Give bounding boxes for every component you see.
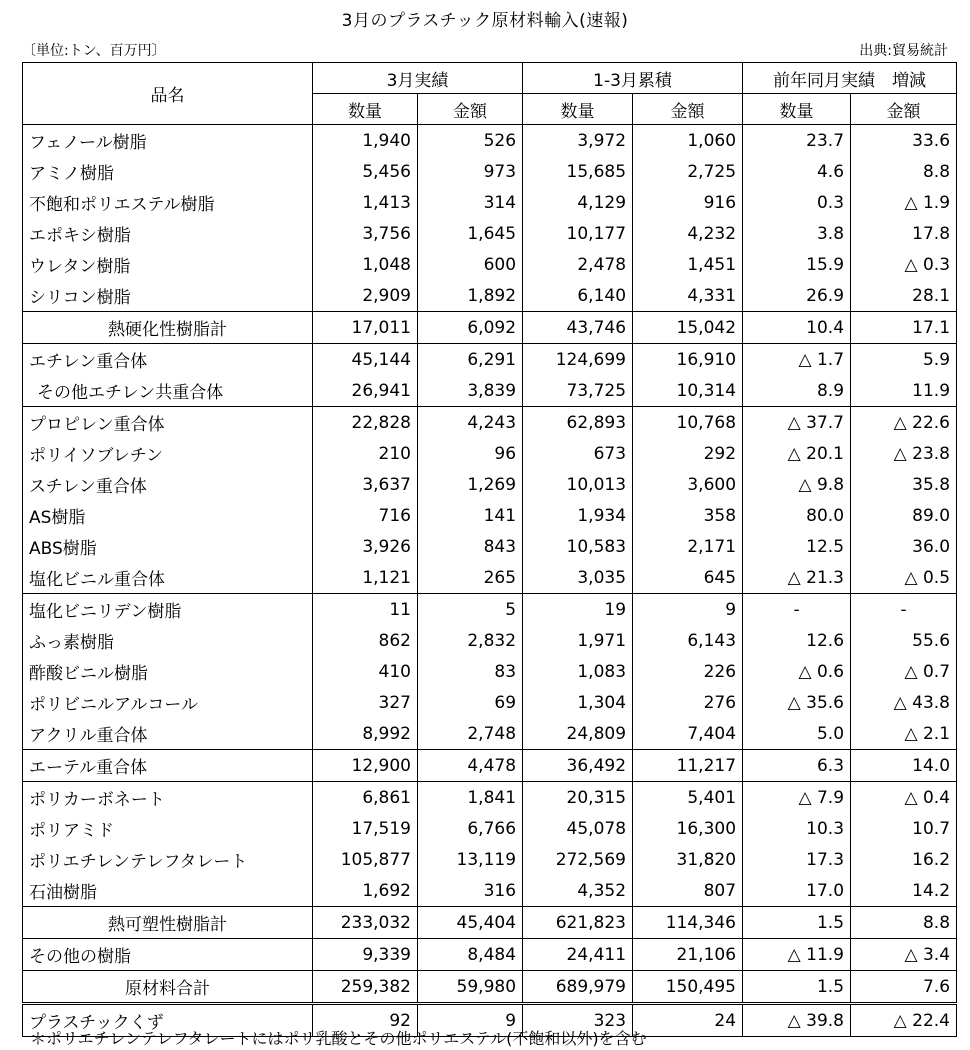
- table-row: [23, 971, 957, 1004]
- cell-amount: 1,892: [418, 280, 523, 312]
- cell-quantity: 689,979: [523, 971, 633, 1004]
- cell-amount: 59,980: [418, 971, 523, 1004]
- cell-amount: 973: [418, 156, 523, 187]
- cell-quantity: 716: [313, 500, 418, 531]
- row-name: ポリビニルアルコール: [23, 687, 313, 718]
- cell-amount: △ 0.3: [851, 249, 957, 280]
- cell-amount: 8.8: [851, 156, 957, 187]
- cell-quantity: 3,035: [523, 562, 633, 594]
- cell-quantity: 73,725: [523, 375, 633, 407]
- cell-amount: 14.0: [851, 750, 957, 782]
- cell-amount: 843: [418, 531, 523, 562]
- cell-amount: 150,495: [633, 971, 743, 1004]
- cell-quantity: 1,413: [313, 187, 418, 218]
- cell-amount: 8,484: [418, 939, 523, 971]
- row-name: アミノ樹脂: [23, 156, 313, 187]
- row-name: プラスチックくず: [23, 1004, 313, 1037]
- row-name: エチレン重合体: [23, 344, 313, 376]
- header-yoy: 前年同月実績 増減: [743, 63, 957, 94]
- row-name: プロピレン重合体: [23, 407, 313, 439]
- cell-quantity: 12.5: [743, 531, 851, 562]
- table-row: [23, 125, 957, 157]
- header-qty: 数量: [313, 94, 418, 125]
- table-row: [23, 656, 957, 687]
- cell-quantity: 36,492: [523, 750, 633, 782]
- source-label: 出典:貿易統計: [859, 43, 948, 59]
- cell-amount: 16,910: [633, 344, 743, 376]
- row-name: 塩化ビニリデン樹脂: [23, 594, 313, 626]
- cell-amount: 6,092: [418, 312, 523, 344]
- cell-quantity: △ 20.1: [743, 438, 851, 469]
- cell-amount: 15,042: [633, 312, 743, 344]
- cell-amount: 2,832: [418, 625, 523, 656]
- cell-quantity: 1,304: [523, 687, 633, 718]
- cell-amount: 114,346: [633, 907, 743, 939]
- cell-quantity: △ 39.8: [743, 1004, 851, 1037]
- header-march: 3月実績: [313, 63, 523, 94]
- cell-amount: 316: [418, 875, 523, 907]
- cell-quantity: △ 1.7: [743, 344, 851, 376]
- cell-quantity: △ 11.9: [743, 939, 851, 971]
- table-row: [23, 687, 957, 718]
- cell-quantity: 3,756: [313, 218, 418, 249]
- cell-amount: 141: [418, 500, 523, 531]
- table-row: [23, 718, 957, 750]
- cell-amount: 3,839: [418, 375, 523, 407]
- cell-amount: 4,478: [418, 750, 523, 782]
- table-row: [23, 469, 957, 500]
- cell-amount: △ 22.6: [851, 407, 957, 439]
- cell-quantity: 621,823: [523, 907, 633, 939]
- cell-amount: 2,748: [418, 718, 523, 750]
- cell-amount: 5,401: [633, 782, 743, 814]
- cell-amount: 292: [633, 438, 743, 469]
- table-row: [23, 907, 957, 939]
- cell-amount: 31,820: [633, 844, 743, 875]
- table-row: [23, 844, 957, 875]
- cell-amount: 4,243: [418, 407, 523, 439]
- cell-amount: 83: [418, 656, 523, 687]
- cell-quantity: 8.9: [743, 375, 851, 407]
- table-row: [23, 375, 957, 407]
- cell-amount: 5.9: [851, 344, 957, 376]
- row-name: その他エチレン共重合体: [23, 375, 313, 407]
- table-row: [23, 218, 957, 249]
- table-row: [23, 750, 957, 782]
- header-cumulative: 1-3月累積: [523, 63, 743, 94]
- row-name: その他の樹脂: [23, 939, 313, 971]
- cell-quantity: △ 37.7: [743, 407, 851, 439]
- table-row: [23, 407, 957, 439]
- cell-quantity: 6.3: [743, 750, 851, 782]
- table-body: [23, 125, 957, 1037]
- row-name: 塩化ビニル重合体: [23, 562, 313, 594]
- cell-amount: △ 22.4: [851, 1004, 957, 1037]
- cell-quantity: 5,456: [313, 156, 418, 187]
- cell-amount: 1,269: [418, 469, 523, 500]
- cell-quantity: 124,699: [523, 344, 633, 376]
- cell-amount: 7.6: [851, 971, 957, 1004]
- cell-amount: 1,645: [418, 218, 523, 249]
- cell-amount: 4,232: [633, 218, 743, 249]
- cell-amount: 28.1: [851, 280, 957, 312]
- cell-amount: △ 0.7: [851, 656, 957, 687]
- cell-quantity: 323: [523, 1004, 633, 1037]
- cell-amount: 1,060: [633, 125, 743, 157]
- cell-amount: 36.0: [851, 531, 957, 562]
- cell-quantity: 24,411: [523, 939, 633, 971]
- cell-quantity: 5.0: [743, 718, 851, 750]
- cell-amount: 7,404: [633, 718, 743, 750]
- cell-amount: 1,841: [418, 782, 523, 814]
- table-row: [23, 156, 957, 187]
- cell-quantity: 3,637: [313, 469, 418, 500]
- cell-amount: 10.7: [851, 813, 957, 844]
- row-name: ポリアミド: [23, 813, 313, 844]
- cell-quantity: 10,583: [523, 531, 633, 562]
- footnote: ＊ポリエチレンテレフタレートにはポリ乳酸とその他ポリエステル(不飽和以外)を含む: [30, 1029, 647, 1048]
- cell-amount: △ 23.8: [851, 438, 957, 469]
- cell-quantity: -: [743, 594, 851, 626]
- cell-quantity: 1,083: [523, 656, 633, 687]
- cell-quantity: 92: [313, 1004, 418, 1037]
- cell-amount: 9: [418, 1004, 523, 1037]
- cell-quantity: 259,382: [313, 971, 418, 1004]
- cell-amount: 526: [418, 125, 523, 157]
- cell-quantity: 105,877: [313, 844, 418, 875]
- table-row: [23, 782, 957, 814]
- cell-quantity: 80.0: [743, 500, 851, 531]
- cell-quantity: 410: [313, 656, 418, 687]
- cell-quantity: 3,926: [313, 531, 418, 562]
- row-name: アクリル重合体: [23, 718, 313, 750]
- cell-quantity: 10,177: [523, 218, 633, 249]
- cell-quantity: 673: [523, 438, 633, 469]
- row-name: 石油樹脂: [23, 875, 313, 907]
- cell-quantity: 26,941: [313, 375, 418, 407]
- header-name: 品名: [23, 63, 313, 125]
- cell-quantity: 1,971: [523, 625, 633, 656]
- row-name: ポリエチレンテレフタレート: [23, 844, 313, 875]
- cell-quantity: △ 9.8: [743, 469, 851, 500]
- row-name: AS樹脂: [23, 500, 313, 531]
- cell-amount: 55.6: [851, 625, 957, 656]
- cell-quantity: △ 35.6: [743, 687, 851, 718]
- cell-quantity: 3,972: [523, 125, 633, 157]
- cell-amount: 11.9: [851, 375, 957, 407]
- cell-amount: 226: [633, 656, 743, 687]
- header-amount: 金額: [633, 94, 743, 125]
- cell-quantity: 20,315: [523, 782, 633, 814]
- cell-quantity: 3.8: [743, 218, 851, 249]
- cell-amount: 11,217: [633, 750, 743, 782]
- cell-quantity: △ 7.9: [743, 782, 851, 814]
- cell-quantity: 862: [313, 625, 418, 656]
- row-name: 熱可塑性樹脂計: [23, 907, 313, 939]
- cell-quantity: 6,861: [313, 782, 418, 814]
- row-name: 原材料合計: [23, 971, 313, 1004]
- cell-amount: 2,725: [633, 156, 743, 187]
- row-name: シリコン樹脂: [23, 280, 313, 312]
- cell-amount: 13,119: [418, 844, 523, 875]
- import-table: [22, 62, 957, 1037]
- cell-quantity: 233,032: [313, 907, 418, 939]
- cell-amount: 265: [418, 562, 523, 594]
- cell-amount: △ 1.9: [851, 187, 957, 218]
- table-row: [23, 312, 957, 344]
- cell-quantity: 1,121: [313, 562, 418, 594]
- cell-quantity: 8,992: [313, 718, 418, 750]
- cell-quantity: 12,900: [313, 750, 418, 782]
- table-row: [23, 531, 957, 562]
- cell-amount: 9: [633, 594, 743, 626]
- cell-amount: 96: [418, 438, 523, 469]
- cell-quantity: 10.3: [743, 813, 851, 844]
- cell-amount: 33.6: [851, 125, 957, 157]
- cell-quantity: 210: [313, 438, 418, 469]
- cell-amount: 6,291: [418, 344, 523, 376]
- row-name: エーテル重合体: [23, 750, 313, 782]
- cell-quantity: 9,339: [313, 939, 418, 971]
- cell-amount: 1,451: [633, 249, 743, 280]
- cell-quantity: 6,140: [523, 280, 633, 312]
- row-name: フェノール樹脂: [23, 125, 313, 157]
- row-name: ポリカーボネート: [23, 782, 313, 814]
- cell-amount: 16,300: [633, 813, 743, 844]
- cell-amount: 24: [633, 1004, 743, 1037]
- cell-quantity: 11: [313, 594, 418, 626]
- cell-amount: △ 43.8: [851, 687, 957, 718]
- cell-amount: 2,171: [633, 531, 743, 562]
- cell-amount: 17.8: [851, 218, 957, 249]
- table-row: [23, 562, 957, 594]
- header-amount: 金額: [418, 94, 523, 125]
- row-name: ウレタン樹脂: [23, 249, 313, 280]
- cell-quantity: 4,129: [523, 187, 633, 218]
- cell-quantity: 272,569: [523, 844, 633, 875]
- unit-label: 〔単位:トン、百万円〕: [22, 43, 166, 59]
- cell-quantity: 1.5: [743, 971, 851, 1004]
- cell-quantity: 17.0: [743, 875, 851, 907]
- cell-amount: 10,768: [633, 407, 743, 439]
- cell-amount: 4,331: [633, 280, 743, 312]
- cell-quantity: 17,519: [313, 813, 418, 844]
- cell-quantity: 24,809: [523, 718, 633, 750]
- cell-quantity: △ 21.3: [743, 562, 851, 594]
- cell-amount: 358: [633, 500, 743, 531]
- cell-amount: 16.2: [851, 844, 957, 875]
- cell-amount: △ 0.4: [851, 782, 957, 814]
- row-name: ポリイソブレチン: [23, 438, 313, 469]
- cell-quantity: 15,685: [523, 156, 633, 187]
- cell-quantity: 23.7: [743, 125, 851, 157]
- table-row: [23, 875, 957, 907]
- cell-amount: 14.2: [851, 875, 957, 907]
- cell-quantity: △ 0.6: [743, 656, 851, 687]
- cell-quantity: 19: [523, 594, 633, 626]
- cell-amount: 314: [418, 187, 523, 218]
- cell-amount: 89.0: [851, 500, 957, 531]
- cell-amount: 45,404: [418, 907, 523, 939]
- cell-amount: 6,143: [633, 625, 743, 656]
- cell-amount: 6,766: [418, 813, 523, 844]
- cell-amount: -: [851, 594, 957, 626]
- cell-quantity: 1,048: [313, 249, 418, 280]
- table-row: [23, 187, 957, 218]
- table-row: [23, 813, 957, 844]
- cell-quantity: 17.3: [743, 844, 851, 875]
- cell-quantity: 17,011: [313, 312, 418, 344]
- row-name: ABS樹脂: [23, 531, 313, 562]
- table-row: [23, 249, 957, 280]
- table-row: [23, 438, 957, 469]
- header-qty: 数量: [743, 94, 851, 125]
- cell-quantity: 10.4: [743, 312, 851, 344]
- table-row: [23, 500, 957, 531]
- cell-quantity: 2,909: [313, 280, 418, 312]
- cell-amount: 35.8: [851, 469, 957, 500]
- cell-quantity: 22,828: [313, 407, 418, 439]
- cell-quantity: 1,940: [313, 125, 418, 157]
- cell-quantity: 43,746: [523, 312, 633, 344]
- cell-amount: 17.1: [851, 312, 957, 344]
- cell-quantity: 10,013: [523, 469, 633, 500]
- cell-amount: △ 2.1: [851, 718, 957, 750]
- cell-amount: 645: [633, 562, 743, 594]
- cell-quantity: 4,352: [523, 875, 633, 907]
- cell-quantity: 45,144: [313, 344, 418, 376]
- header-amount: 金額: [851, 94, 957, 125]
- cell-amount: 600: [418, 249, 523, 280]
- table-row: [23, 625, 957, 656]
- cell-amount: 3,600: [633, 469, 743, 500]
- table-row: [23, 344, 957, 376]
- cell-amount: 21,106: [633, 939, 743, 971]
- cell-quantity: 62,893: [523, 407, 633, 439]
- cell-quantity: 15.9: [743, 249, 851, 280]
- cell-quantity: 1,934: [523, 500, 633, 531]
- cell-quantity: 26.9: [743, 280, 851, 312]
- cell-quantity: 4.6: [743, 156, 851, 187]
- row-name: スチレン重合体: [23, 469, 313, 500]
- cell-amount: △ 3.4: [851, 939, 957, 971]
- cell-amount: 916: [633, 187, 743, 218]
- cell-quantity: 327: [313, 687, 418, 718]
- row-name: ふっ素樹脂: [23, 625, 313, 656]
- cell-quantity: 2,478: [523, 249, 633, 280]
- cell-amount: 5: [418, 594, 523, 626]
- cell-amount: 807: [633, 875, 743, 907]
- header-qty: 数量: [523, 94, 633, 125]
- cell-quantity: 0.3: [743, 187, 851, 218]
- table-row: [23, 280, 957, 312]
- cell-amount: 276: [633, 687, 743, 718]
- cell-quantity: 12.6: [743, 625, 851, 656]
- cell-quantity: 1,692: [313, 875, 418, 907]
- cell-amount: △ 0.5: [851, 562, 957, 594]
- table-row: [23, 594, 957, 626]
- page-title: 3月のプラスチック原材料輸入(速報): [341, 11, 629, 31]
- cell-amount: 8.8: [851, 907, 957, 939]
- row-name: 不飽和ポリエステル樹脂: [23, 187, 313, 218]
- cell-quantity: 1.5: [743, 907, 851, 939]
- row-name: エポキシ樹脂: [23, 218, 313, 249]
- table-row: [23, 939, 957, 971]
- row-name: 熱硬化性樹脂計: [23, 312, 313, 344]
- cell-amount: 10,314: [633, 375, 743, 407]
- cell-amount: 69: [418, 687, 523, 718]
- row-name: 酢酸ビニル樹脂: [23, 656, 313, 687]
- cell-quantity: 45,078: [523, 813, 633, 844]
